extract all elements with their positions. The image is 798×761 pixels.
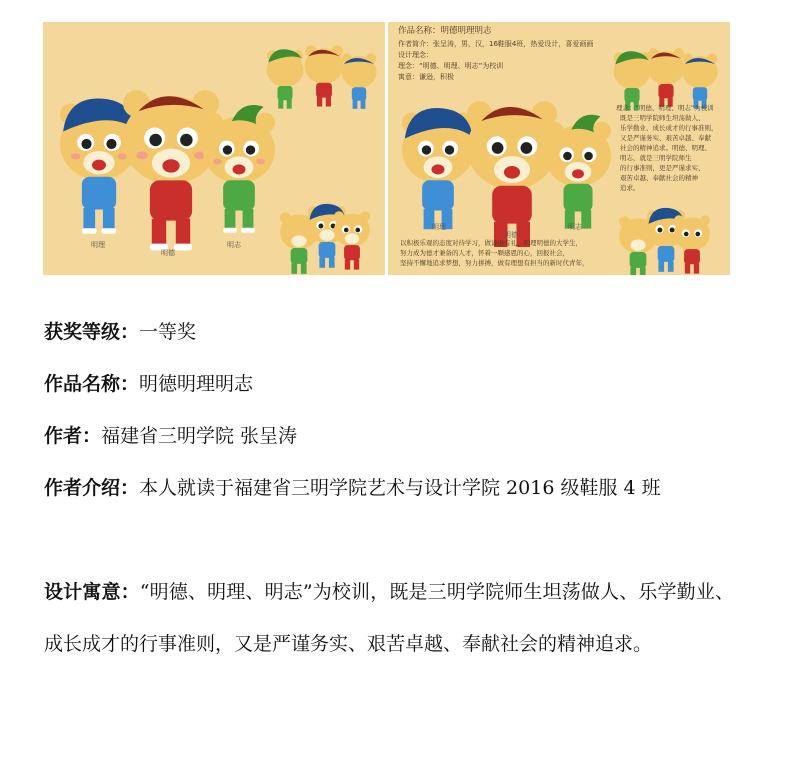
mascot-group-svg xyxy=(43,22,385,275)
bear-green-front xyxy=(545,115,611,229)
design-meaning-label: 设计寓意： xyxy=(44,581,140,603)
caption-mingde: 明德 xyxy=(504,231,518,239)
panel-motto-line: 的行事准则，更是严谨求实、 xyxy=(620,164,705,172)
design-meaning-value: “明德、明理、明志”为校训，既是三明学院师生坦荡做人、乐学勤业、成长成才的行事准则，又是严谨务实、艰苦卓越、奉献社会的精神追求。 xyxy=(44,581,734,655)
bear-back-view-green xyxy=(614,51,651,110)
bear-back-view-red xyxy=(648,48,685,106)
bear-back-view-green xyxy=(267,49,304,108)
design-meaning-paragraph xyxy=(44,566,734,670)
award-level-value: 一等奖 xyxy=(139,321,197,343)
panel-info-line: 理念：“明德、明理、明志”为校训 xyxy=(398,62,504,70)
panel-info-line: 设计理念： xyxy=(398,51,433,59)
author-intro-value: 本人就读于福建省三明学院艺术与设计学院 2016 级鞋服 4 班 xyxy=(139,477,661,499)
work-name-value: 明德明理明志 xyxy=(139,373,254,395)
panel-work-title: 作品名称：明德明理明志 xyxy=(398,26,492,36)
illustration-panel-left xyxy=(43,22,385,275)
award-level-label: 获奖等级： xyxy=(44,321,140,343)
panel-motto-line: 社会的精神追求。明德、明理、 xyxy=(620,144,711,152)
panel-motto-line: 艰苦卓越、奉献社会的精神 xyxy=(620,174,698,182)
bear-red-front xyxy=(467,101,557,247)
panel-bottom-line: 坚持不懈地追求梦想，努力拼搏，做有理想有担当的新时代青年， xyxy=(400,259,589,267)
panel-bottom-line: 以积极乐观的态度对待学习，做谦逊有礼、明理明德的大学生， xyxy=(400,239,582,247)
caption-mingli: 明理 xyxy=(432,223,446,231)
award-level-line xyxy=(44,306,196,358)
illustration-panel-right xyxy=(388,22,730,275)
bear-small-red xyxy=(334,211,370,269)
author-intro-paragraph xyxy=(44,462,734,514)
panel-motto-line: 理念：“明德、明理、明志”为校训 xyxy=(616,104,714,112)
panel-motto-line: 明志，就是三明学院师生 xyxy=(620,154,692,162)
bear-green-front xyxy=(203,105,275,233)
panel-motto-line: 乐学勤业、成长成才的行事准则， xyxy=(620,124,718,132)
bear-blue-front xyxy=(402,108,474,229)
author-value: 福建省三明学院 张呈涛 xyxy=(101,425,298,447)
work-name-line xyxy=(44,358,253,410)
bear-back-view-blue xyxy=(341,53,376,109)
bear-back-view-red xyxy=(305,45,344,106)
panel-bottom-line: 努力成为德才兼备的人才，怀着一颗感恩的心，回报社会， xyxy=(400,249,569,257)
bear-small-red xyxy=(674,215,710,273)
caption-mingzhi: 明志 xyxy=(227,241,241,249)
author-intro-label: 作者介绍： xyxy=(44,477,140,499)
work-name-label: 作品名称： xyxy=(44,373,140,395)
bear-red-front xyxy=(123,90,219,250)
panel-info-line: 寓意：谦逊，积极 xyxy=(398,73,454,81)
bear-back-view-blue xyxy=(682,53,717,109)
caption-mingzhi: 明志 xyxy=(568,223,582,231)
caption-mingli: 明理 xyxy=(91,241,105,249)
author-label: 作者： xyxy=(44,425,102,447)
panel-motto-line: 既是三明学院师生坦荡做人、 xyxy=(620,114,705,122)
bear-blue-front xyxy=(60,99,138,234)
panel-info-line: 作者简介：张呈涛，男，汉，16鞋服4班，热爱设计，喜爱画画 xyxy=(398,40,594,48)
panel-motto-line: 又是严谨务实、艰苦卓越、奉献 xyxy=(620,134,711,142)
caption-mingde: 明德 xyxy=(161,249,175,257)
panel-motto-line: 追求。 xyxy=(620,184,640,192)
author-line xyxy=(44,410,297,462)
